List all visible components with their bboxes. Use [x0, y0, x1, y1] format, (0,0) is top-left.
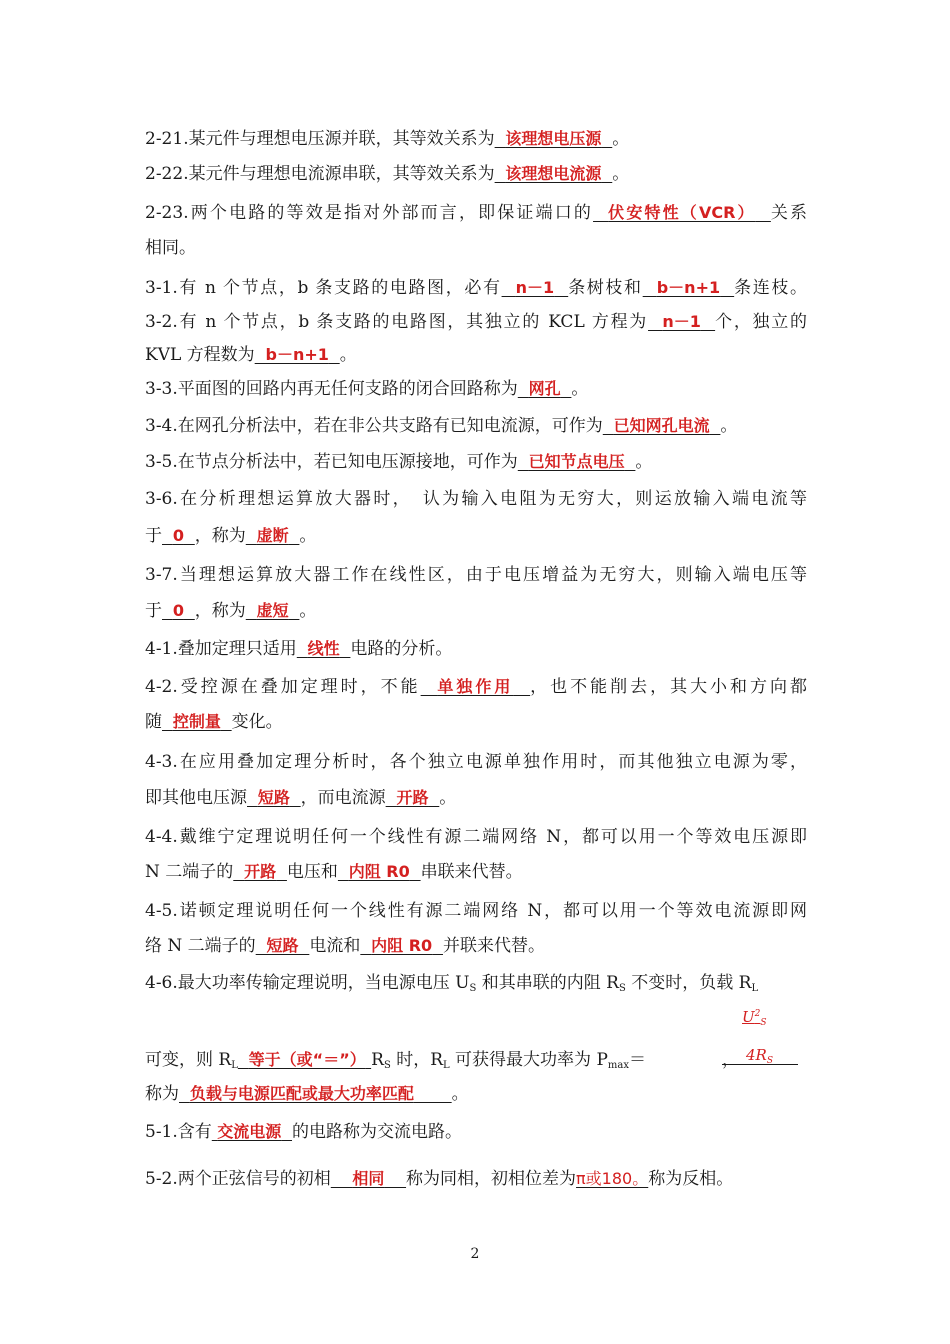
- answer-blank: 内阻 R0: [371, 936, 433, 955]
- fraction-denominator: $4R_S$: [746, 1046, 774, 1066]
- answer-blank: 该理想电流源: [505, 164, 602, 183]
- line-4-5b: 络 N 二端子的 短路 电流和 内阻 R0 并联来代替。: [145, 936, 545, 956]
- line-2-21a: 2-21.某元件与理想电压源并联，其等效关系为 该理想电压源 。: [145, 129, 630, 149]
- answer-blank: 线性: [307, 639, 340, 658]
- line-4-2b: 随 控制量 变化。: [145, 712, 283, 732]
- answer-blank: n－1: [515, 278, 555, 297]
- line-4-4b: N 二端子的 开路 电压和 内阻 R0 串联来代替。: [145, 862, 523, 882]
- line-4-3b: 即其他电压源 短路 ，而电流源 开路 。: [145, 788, 457, 808]
- answer-blank: 0: [172, 526, 184, 545]
- answer-blank: 伏安特性（VCR）: [608, 203, 756, 222]
- line-2-22a: 2-22.某元件与理想电流源串联，其等效关系为 该理想电流源 。: [145, 164, 630, 184]
- answer-blank: 相同: [352, 1169, 385, 1188]
- answer-blank: 开路: [396, 788, 429, 807]
- answer-blank: 交流电源: [217, 1122, 282, 1141]
- line-2-23a: 2-23.两个电路的等效是指对外部而言，即保证端口的 伏安特性（VCR） 关系: [145, 203, 807, 223]
- line-4-3a: 4-3.在应用叠加定理分析时，各个独立电源单独作用时，而其他独立电源为零，: [145, 752, 807, 772]
- line-3-3a: 3-3.平面图的回路内再无任何支路的闭合回路称为 网孔 。: [145, 379, 589, 399]
- answer-blank: 等于（或“＝”）: [248, 1050, 366, 1069]
- answer-blank: 该理想电压源: [505, 129, 602, 148]
- answer-blank: 开路: [244, 862, 277, 881]
- line-3-5a: 3-5.在节点分析法中，若已知电压源接地，可作为 已知节点电压 。: [145, 452, 653, 472]
- answer-blank: 已知节点电压: [528, 452, 625, 471]
- answer-blank: 网孔: [528, 379, 561, 398]
- answer-blank: 虚断: [256, 526, 289, 545]
- line-4-5a: 4-5.诺顿定理说明任何一个线性有源二端网络 N，都可以用一个等效电流源即网: [145, 901, 807, 921]
- page-number: 2: [470, 1246, 480, 1262]
- fraction-numerator: $U^2_S$: [742, 1008, 767, 1028]
- answer-blank: 单独作用: [437, 677, 514, 696]
- answer-blank: 负载与电源匹配或最大功率匹配: [189, 1084, 414, 1103]
- line-4-6b: 可变，则 $R_L$ 等于（或“＝”） $R_S$ 时，$R_L$ 可获得最大功率为 $P_{max}=$ ，: [145, 1050, 739, 1071]
- line-5-1: 5-1.含有 交流电源 的电路称为交流电路。: [145, 1122, 463, 1142]
- line-3-2b: KVL 方程数为 b－n+1 。: [145, 345, 357, 365]
- answer-blank: b－n+1: [656, 278, 721, 297]
- line-3-2a: 3-2.有 n 个节点，b 条支路的电路图，其独立的 KCL 方程为 n－1 个，独立的: [145, 312, 808, 332]
- answer-blank: 虚短: [256, 601, 289, 620]
- line-2-23b: 相同。: [145, 238, 196, 258]
- line-4-4a: 4-4.戴维宁定理说明任何一个线性有源二端网络 N，都可以用一个等效电压源即: [145, 827, 807, 847]
- line-4-6a: 4-6.最大功率传输定理说明，当电源电压 $U_S$ 和其串联的内阻 $R_S$ 不变时，负载 $R_L$: [145, 973, 759, 994]
- line-3-6b: 于 0 ，称为 虚断 。: [145, 526, 317, 546]
- line-4-6c: 称为 负载与电源匹配或最大功率匹配 。: [145, 1084, 469, 1104]
- answer-blank: 已知网孔电流: [613, 416, 710, 435]
- answer-blank: n－1: [662, 312, 701, 331]
- line-4-1a: 4-1.叠加定理只适用 线性 电路的分析。: [145, 639, 453, 659]
- answer-blank: 控制量: [172, 712, 221, 731]
- line-3-6a: 3-6.在分析理想运算放大器时， 认为输入电阻为无穷大，则运放输入端电流等: [145, 489, 807, 509]
- line-3-7b: 于 0 ，称为 虚短 。: [145, 601, 317, 621]
- answer-blank: b－n+1: [265, 345, 329, 364]
- answer-blank: π或180。: [576, 1169, 649, 1188]
- line-3-7a: 3-7.当理想运算放大器工作在线性区，由于电压增益为无穷大，则输入端电压等: [145, 565, 807, 585]
- answer-blank: 0: [172, 601, 184, 620]
- answer-blank: 短路: [257, 788, 290, 807]
- line-3-4a: 3-4.在网孔分析法中，若在非公共支路有已知电流源，可作为 已知网孔电流 。: [145, 416, 738, 436]
- line-5-2: 5-2.两个正弦信号的初相 相同 称为同相，初相位差为π或180。称为反相。: [145, 1169, 734, 1189]
- answer-blank: 短路: [266, 936, 299, 955]
- answer-blank: 内阻 R0: [348, 862, 410, 881]
- line-3-1a: 3-1.有 n 个节点，b 条支路的电路图，必有 n－1 条树枝和 b－n+1 条连枝。: [145, 278, 808, 298]
- line-4-2a: 4-2.受控源在叠加定理时，不能 单独作用 ，也不能削去，其大小和方向都: [145, 677, 808, 697]
